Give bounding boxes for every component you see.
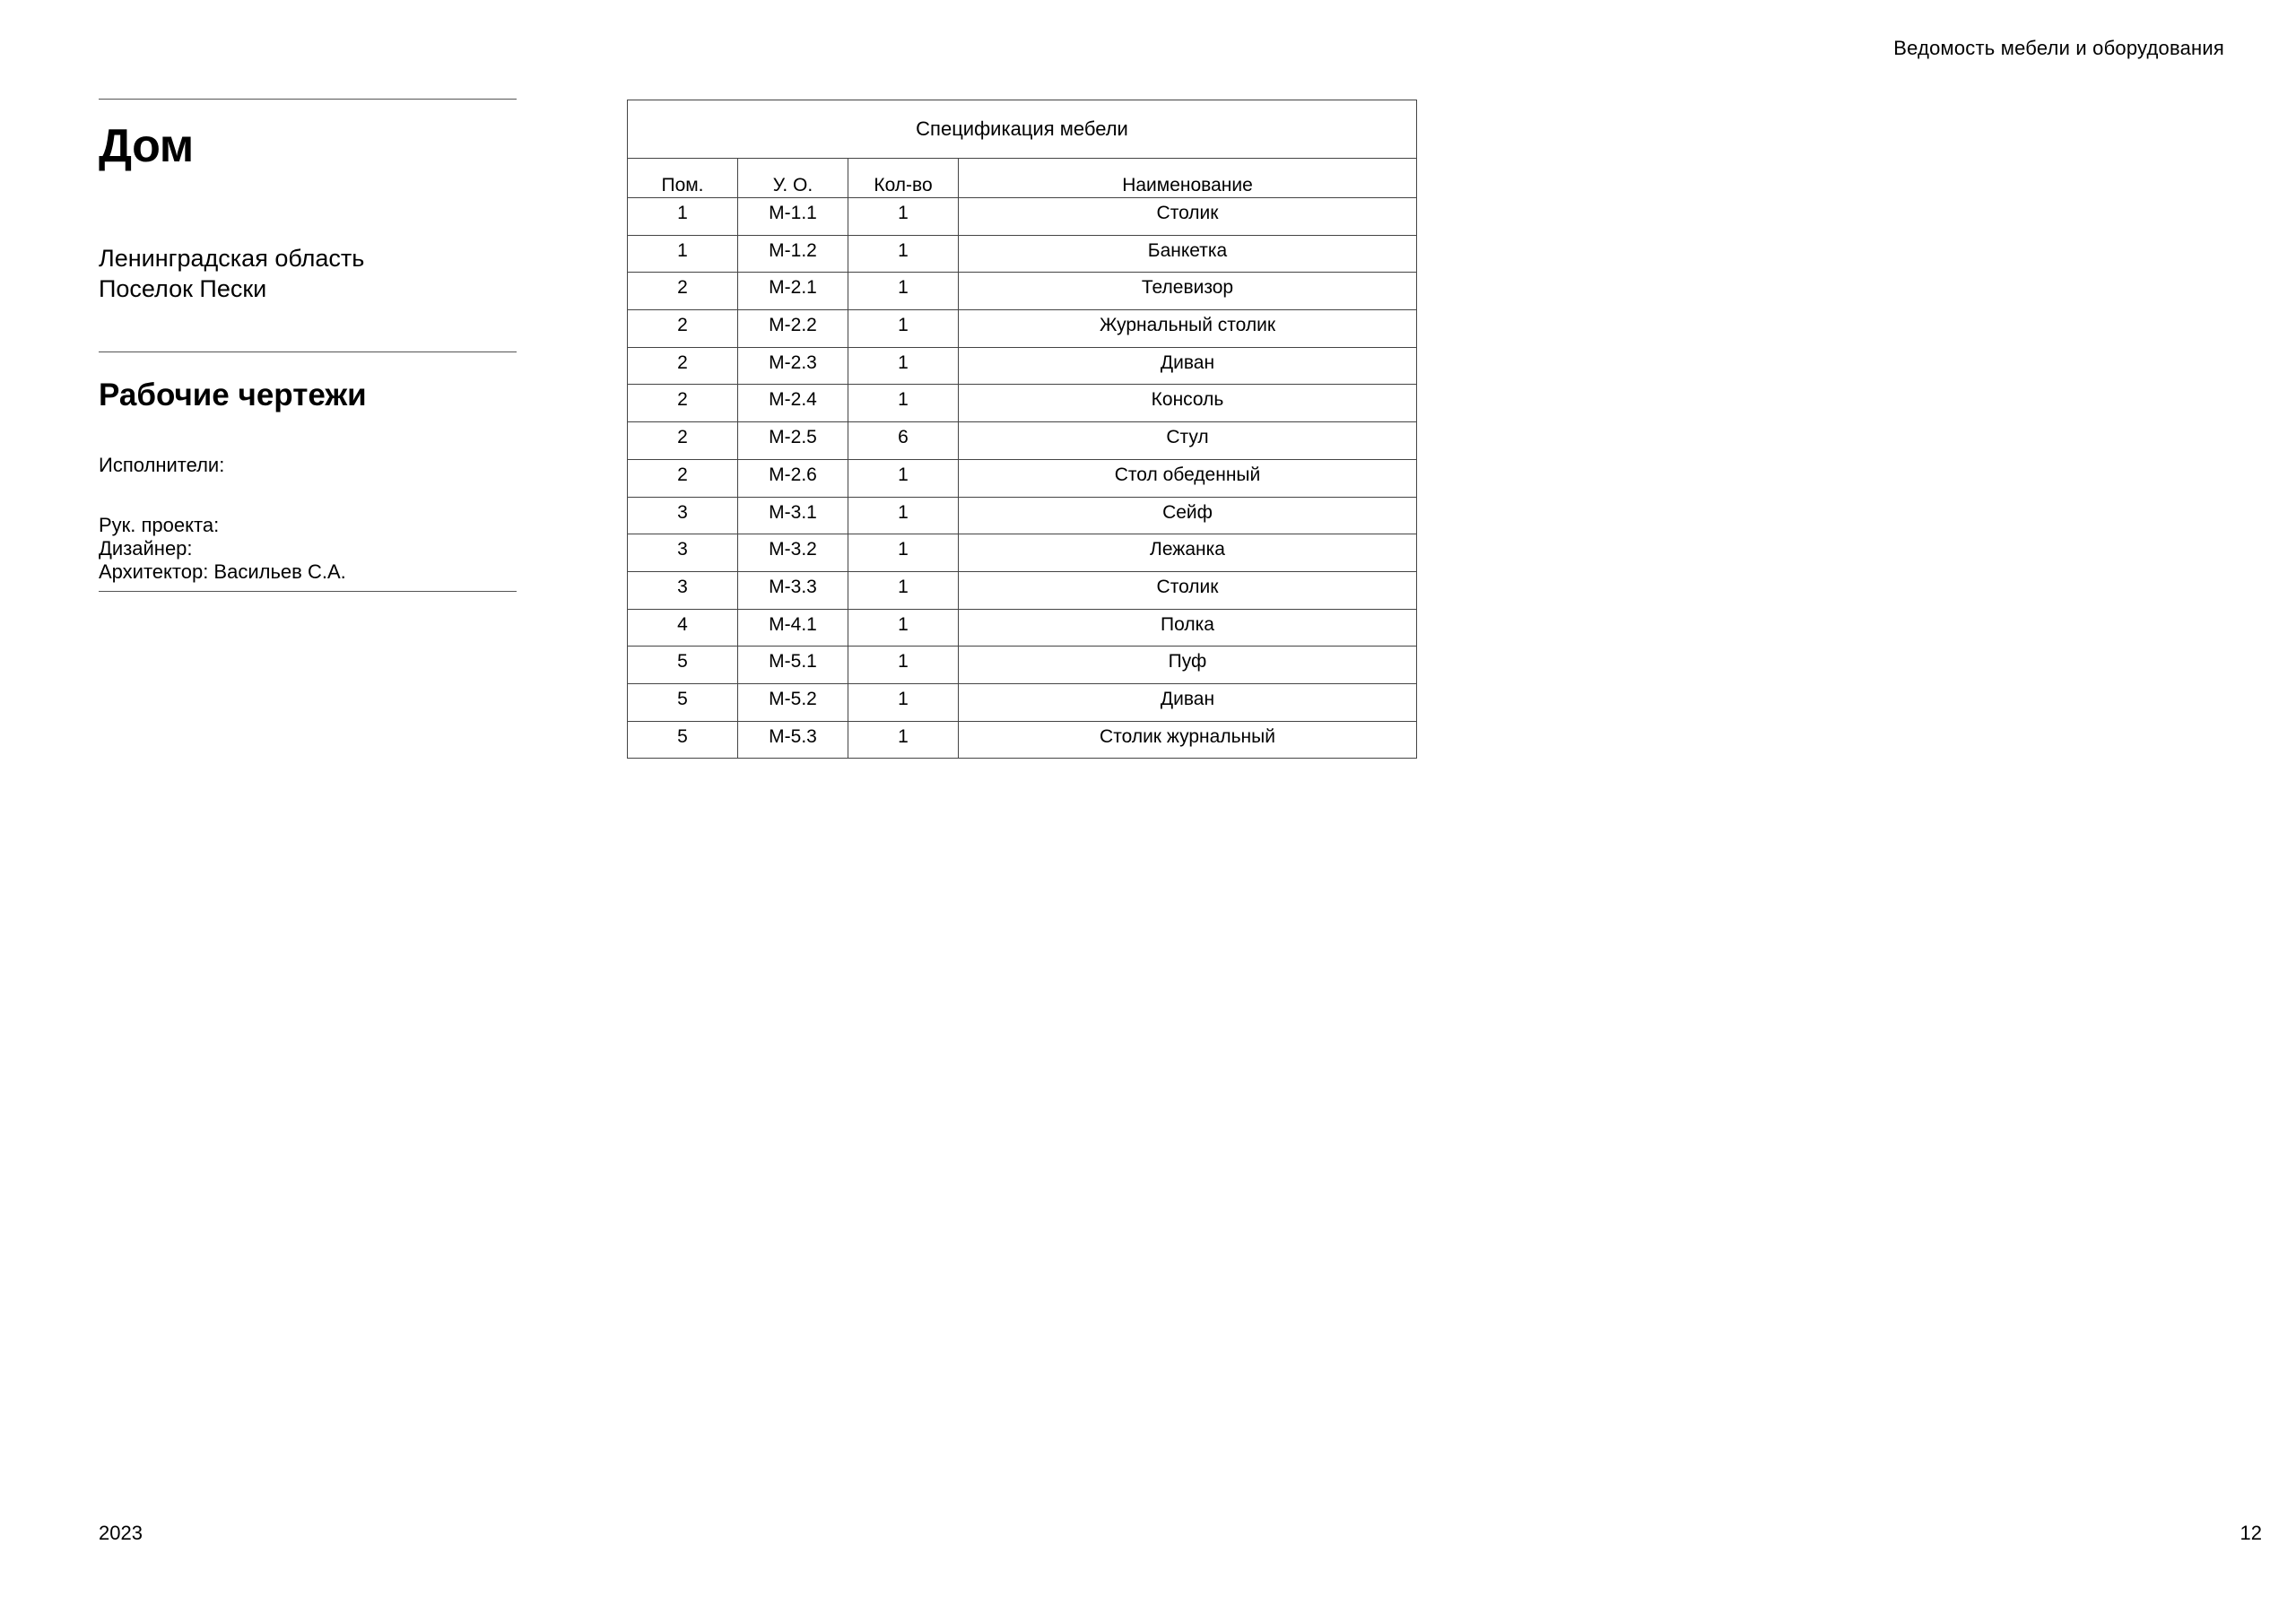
cell-code: М-2.5 bbox=[738, 422, 848, 460]
cell-room: 2 bbox=[628, 273, 738, 310]
cell-code: М-2.2 bbox=[738, 310, 848, 348]
cell-room: 5 bbox=[628, 721, 738, 759]
table-row bbox=[628, 571, 1417, 609]
cell-quantity: 1 bbox=[848, 273, 959, 310]
table-row bbox=[628, 683, 1417, 721]
cell-code: М-3.1 bbox=[738, 497, 848, 534]
cell-room: 5 bbox=[628, 647, 738, 684]
cell-name: Стол обеденный bbox=[959, 459, 1417, 497]
cell-room: 3 bbox=[628, 534, 738, 572]
column-header-quantity: Кол-во bbox=[848, 159, 959, 198]
table-row bbox=[628, 347, 1417, 385]
cell-name: Столик bbox=[959, 198, 1417, 236]
cell-room: 2 bbox=[628, 310, 738, 348]
divider bbox=[99, 591, 517, 592]
cell-name: Диван bbox=[959, 683, 1417, 721]
cell-room: 2 bbox=[628, 385, 738, 422]
column-header-name: Наименование bbox=[959, 159, 1417, 198]
cell-name: Диван bbox=[959, 347, 1417, 385]
cell-room: 4 bbox=[628, 609, 738, 647]
cell-code: М-5.3 bbox=[738, 721, 848, 759]
cell-code: М-4.1 bbox=[738, 609, 848, 647]
cell-name: Телевизор bbox=[959, 273, 1417, 310]
cell-code: М-1.2 bbox=[738, 235, 848, 273]
table-row bbox=[628, 235, 1417, 273]
table-row bbox=[628, 609, 1417, 647]
cell-code: М-5.2 bbox=[738, 683, 848, 721]
table-row bbox=[628, 647, 1417, 684]
cell-name: Журнальный столик bbox=[959, 310, 1417, 348]
location-settlement: Поселок Пески bbox=[99, 275, 267, 302]
footer-year: 2023 bbox=[99, 1522, 143, 1544]
table-row bbox=[628, 534, 1417, 572]
cell-room: 3 bbox=[628, 571, 738, 609]
cell-quantity: 1 bbox=[848, 609, 959, 647]
cell-quantity: 1 bbox=[848, 534, 959, 572]
cell-code: М-3.3 bbox=[738, 571, 848, 609]
furniture-spec-table bbox=[627, 100, 1417, 759]
cell-code: М-2.1 bbox=[738, 273, 848, 310]
credits bbox=[99, 514, 517, 584]
cell-name: Пуф bbox=[959, 647, 1417, 684]
document-title: Ведомость мебели и оборудования bbox=[1893, 37, 2224, 59]
table-row bbox=[628, 497, 1417, 534]
table-row bbox=[628, 459, 1417, 497]
cell-code: М-3.2 bbox=[738, 534, 848, 572]
cell-quantity: 1 bbox=[848, 683, 959, 721]
cell-code: М-2.3 bbox=[738, 347, 848, 385]
cell-quantity: 1 bbox=[848, 459, 959, 497]
table-row bbox=[628, 310, 1417, 348]
table-row bbox=[628, 721, 1417, 759]
cell-quantity: 1 bbox=[848, 347, 959, 385]
table-row bbox=[628, 198, 1417, 236]
cell-name: Банкетка bbox=[959, 235, 1417, 273]
divider bbox=[99, 99, 517, 100]
cell-room: 3 bbox=[628, 497, 738, 534]
project-location bbox=[99, 243, 517, 304]
page-number: 12 bbox=[2239, 1522, 2262, 1544]
table-body bbox=[628, 198, 1417, 759]
cell-code: М-5.1 bbox=[738, 647, 848, 684]
cell-name: Сейф bbox=[959, 497, 1417, 534]
cell-quantity: 1 bbox=[848, 235, 959, 273]
cell-room: 1 bbox=[628, 235, 738, 273]
architect: Архитектор: Васильев С.А. bbox=[99, 560, 346, 583]
cell-code: М-1.1 bbox=[738, 198, 848, 236]
cell-quantity: 1 bbox=[848, 310, 959, 348]
column-header-room: Пом. bbox=[628, 159, 738, 198]
cell-name: Стул bbox=[959, 422, 1417, 460]
table-row bbox=[628, 422, 1417, 460]
cell-name: Консоль bbox=[959, 385, 1417, 422]
project-lead: Рук. проекта: bbox=[99, 514, 220, 536]
cell-room: 1 bbox=[628, 198, 738, 236]
cell-name: Полка bbox=[959, 609, 1417, 647]
table-row bbox=[628, 385, 1417, 422]
table-row bbox=[628, 273, 1417, 310]
cell-quantity: 1 bbox=[848, 198, 959, 236]
table-caption: Спецификация мебели bbox=[628, 100, 1417, 159]
cell-room: 5 bbox=[628, 683, 738, 721]
project-title: Дом bbox=[99, 120, 194, 172]
performers-label: Исполнители: bbox=[99, 454, 225, 476]
cell-room: 2 bbox=[628, 347, 738, 385]
cell-room: 2 bbox=[628, 422, 738, 460]
cell-name: Столик bbox=[959, 571, 1417, 609]
cell-quantity: 1 bbox=[848, 385, 959, 422]
cell-name: Лежанка bbox=[959, 534, 1417, 572]
cell-code: М-2.6 bbox=[738, 459, 848, 497]
cell-name: Столик журнальный bbox=[959, 721, 1417, 759]
cell-quantity: 1 bbox=[848, 497, 959, 534]
cell-code: М-2.4 bbox=[738, 385, 848, 422]
cell-room: 2 bbox=[628, 459, 738, 497]
cell-quantity: 1 bbox=[848, 721, 959, 759]
cell-quantity: 1 bbox=[848, 571, 959, 609]
cell-quantity: 1 bbox=[848, 647, 959, 684]
title-block bbox=[99, 99, 517, 592]
section-title: Рабочие чертежи bbox=[99, 378, 367, 412]
location-region: Ленинградская область bbox=[99, 245, 365, 272]
designer: Дизайнер: bbox=[99, 537, 193, 560]
cell-quantity: 6 bbox=[848, 422, 959, 460]
column-header-code: У. О. bbox=[738, 159, 848, 198]
